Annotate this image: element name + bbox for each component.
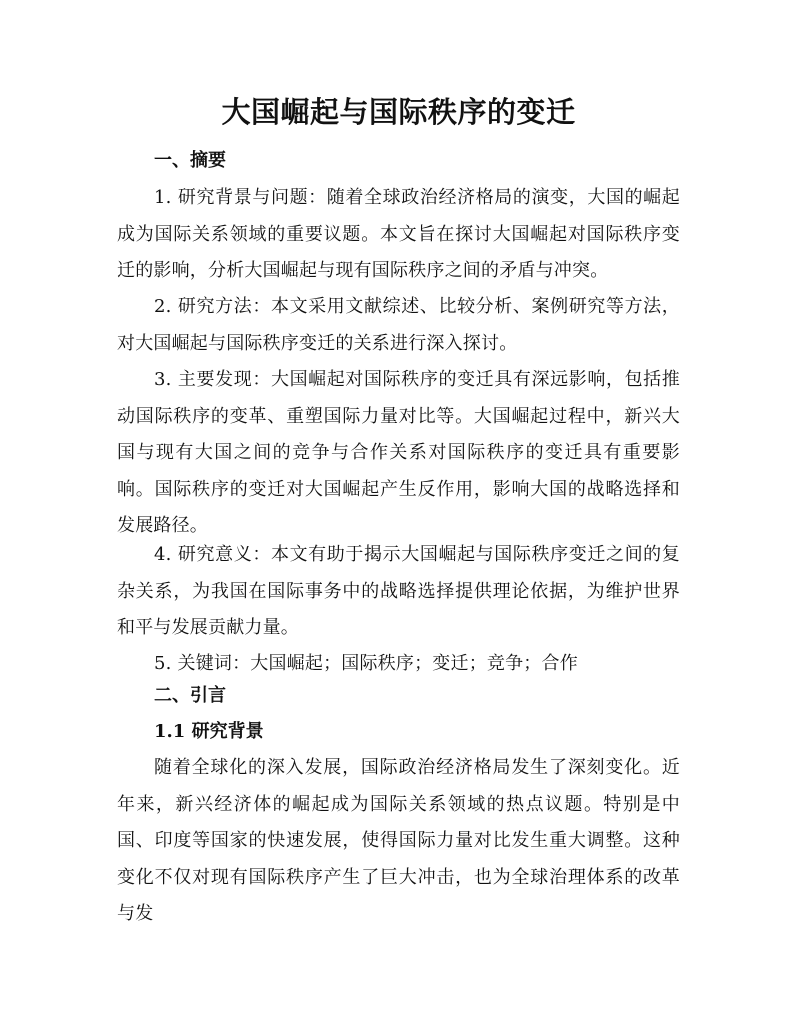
abstract-item-findings: 3. 主要发现：大国崛起对国际秩序的变迁具有深远影响，包括推动国际秩序的变革、重塑国际力量对比等。大国崛起过程中，新兴大国与现有大国之间的竞争与合作关系对国际秩序的变迁具有重要影响。国际秩序的变迁对大国崛起产生反作用，影响大国的战略选择和发展路径。	[117, 369, 680, 536]
abstract-item-significance: 4. 研究意义：本文有助于揭示大国崛起与国际秩序变迁之间的复杂关系，为我国在国际事务中的战略选择提供理论依据，为维护世界和平与发展贡献力量。	[117, 544, 680, 638]
section-heading-introduction: 二、引言	[154, 685, 226, 706]
subsection-heading-background: 1.1 研究背景	[154, 721, 264, 742]
document-title: 大国崛起与国际秩序的变迁	[221, 95, 576, 129]
abstract-item-keywords: 5. 关键词：大国崛起；国际秩序；变迁；竞争；合作	[154, 653, 578, 674]
abstract-item-methods: 2. 研究方法：本文采用文献综述、比较分析、案例研究等方法，对大国崛起与国际秩序变迁的关系进行深入探讨。	[117, 296, 680, 354]
abstract-item-background: 1. 研究背景与问题：随着全球政治经济格局的演变，大国的崛起成为国际关系领域的重要议题。本文旨在探讨大国崛起对国际秩序变迁的影响，分析大国崛起与现有国际秩序之间的矛盾与冲突。	[117, 187, 680, 281]
intro-paragraph: 随着全球化的深入发展，国际政治经济格局发生了深刻变化。近年来，新兴经济体的崛起成为国际关系领域的热点议题。特别是中国、印度等国家的快速发展，使得国际力量对比发生重大调整。这种变化不仅对现有国际秩序产生了巨大冲击，也为全球治理体系的改革与发	[117, 757, 680, 924]
section-heading-abstract: 一、摘要	[154, 150, 226, 171]
